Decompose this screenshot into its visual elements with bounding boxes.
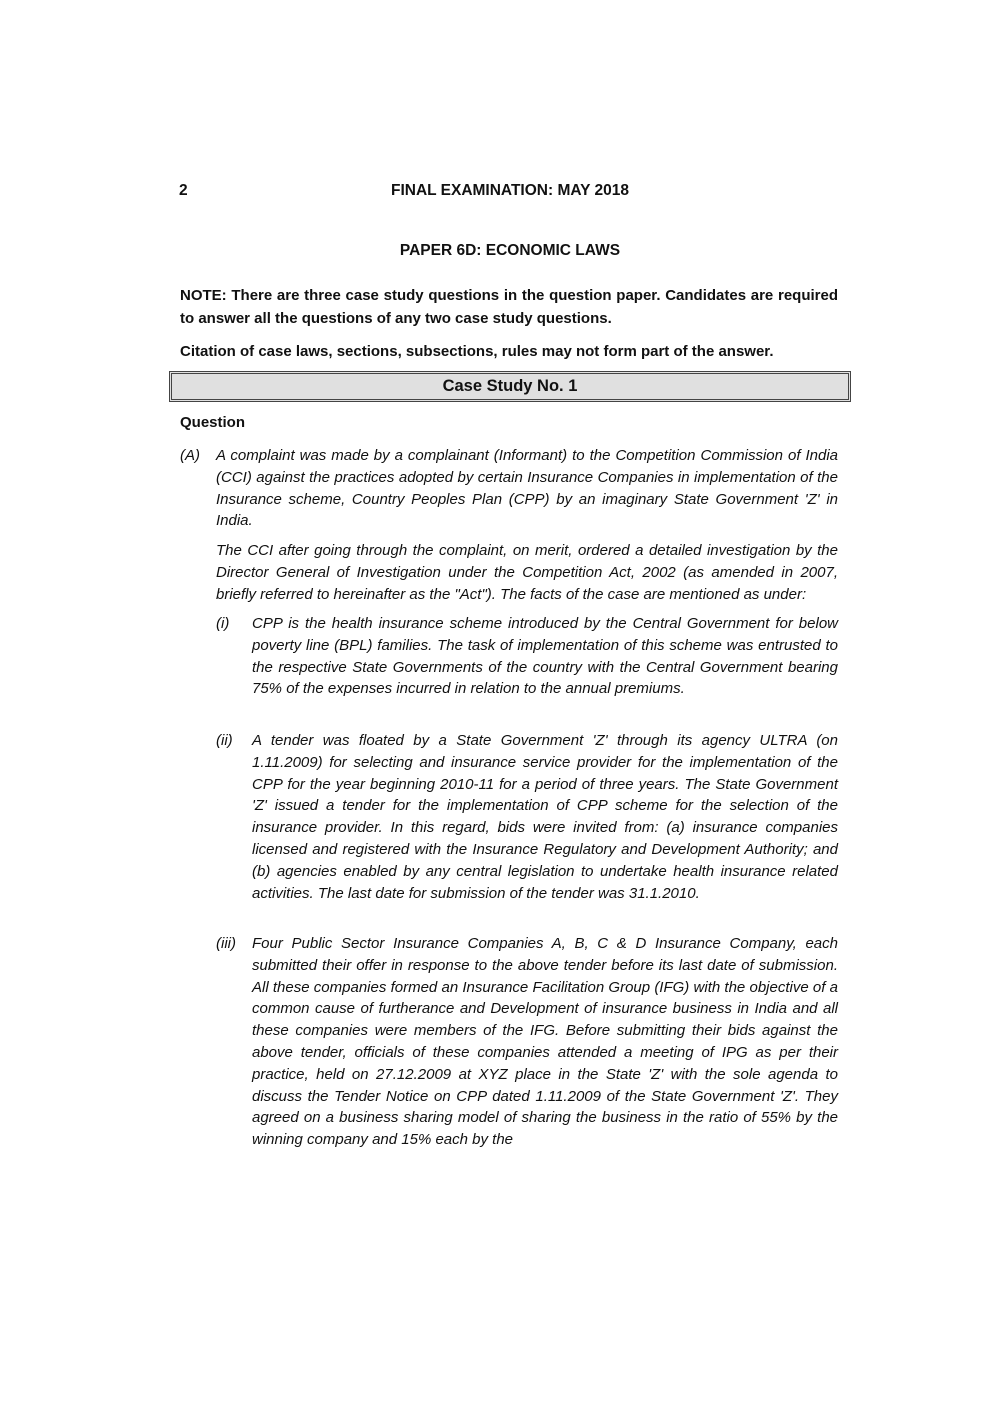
- case-study-title: Case Study No. 1: [442, 377, 578, 395]
- fact-marker: (ii): [216, 732, 233, 749]
- part-a-marker: (A): [180, 447, 200, 464]
- running-head: FINAL EXAMINATION: MAY 2018: [390, 182, 629, 199]
- paper-title: PAPER 6D: ECONOMIC LAWS: [399, 242, 621, 259]
- case-study-heading-box: [169, 371, 851, 402]
- question-label: Question: [180, 414, 246, 431]
- citation-note: Citation of case laws, sections, subsections, rules may not form part of the answer.: [180, 343, 774, 360]
- fact-item: CPP is the health insurance scheme introduced by the Central Government for below poverty line (BPL) families. The task of implementation of this scheme was entrusted to the respective State Governments of the country with the Central Government bearing 75% of the expenses incurred in relation to the annual premiums.: [252, 615, 838, 698]
- fact-marker: (iii): [216, 935, 236, 952]
- part-a-paragraph: A complaint was made by a complainant (Informant) to the Competition Commission of India (CCI) against the practices adopted by certain Insurance Companies in implementation of the Insurance scheme, Country Peoples Plan (CPP) by an imaginary State Government 'Z' in India.: [216, 447, 838, 530]
- exam-note: NOTE: There are three case study questions in the question paper. Candidates are required to answer all the questions of any two case study questions.: [180, 287, 838, 327]
- fact-item: Four Public Sector Insurance Companies A, B, C & D Insurance Company, each submitted their offer in response to the above tender before its last date of submission. All these companies formed an Insurance Facilitation Group (IFG) with the objective of a common cause of furtherance and Development of insurance business in India and all these companies were members of the IFG. Before submitting their bids against the above tender, officials of these companies attended a meeting of IPG as per their practice, held on 27.12.2009 at XYZ place in the State 'Z' with the sole agenda to discuss the Tender Notice on CPP dated 1.11.2009 of the State Government 'Z'. They agreed on a business sharing model of sharing the business in the ratio of 55% by the winning company and 15% each by the: [252, 935, 838, 1149]
- fact-item: A tender was floated by a State Government 'Z' through its agency ULTRA (on 1.11.2009) for selecting and insurance service provider for the implementation of the CPP for the year beginning 2010-11 for a period of three years. The State Government 'Z' issued a tender for the implementation of CPP scheme for the selection of the insurance provider. In this regard, bids were invited from: (a) insurance companies licensed and registered with the Insurance Regulatory and Development Authority; and (b) agencies enabled by any central legislation to undertake health insurance related activities. The last date for submission of the tender was 31.1.2010.: [252, 732, 838, 902]
- investigation-paragraph: The CCI after going through the complaint, on merit, ordered a detailed investigation by the Director General of Investigation under the Competition Act, 2002 (as amended in 2007, briefly referred to hereinafter as the "Act"). The facts of the case are mentioned as under:: [216, 542, 838, 603]
- page-number: 2: [179, 182, 188, 199]
- fact-marker: (i): [216, 615, 230, 632]
